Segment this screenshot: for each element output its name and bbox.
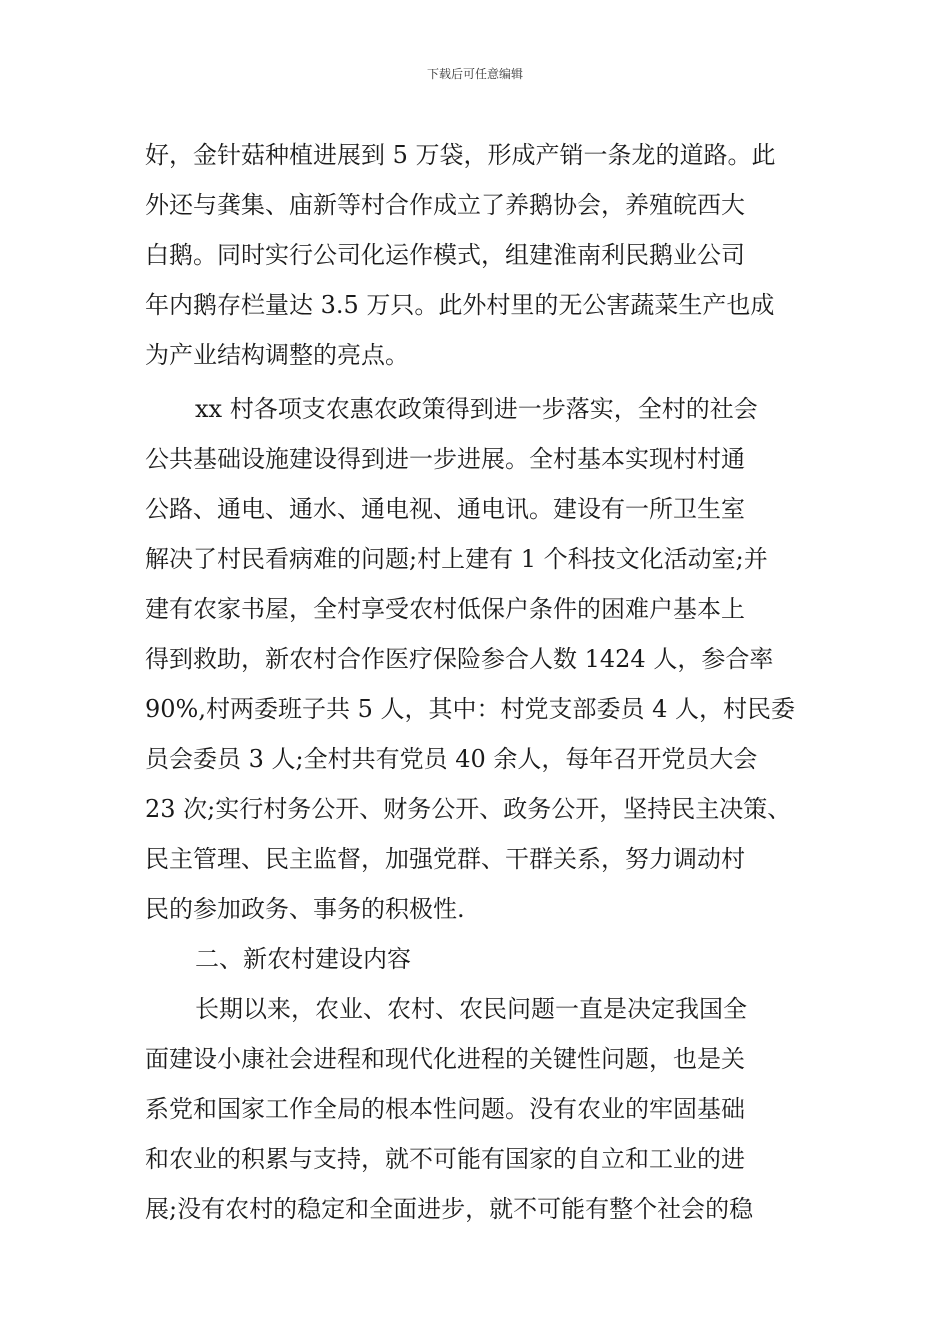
paragraph-2 <box>145 384 835 934</box>
text-line: 员会委员 3 人;全村共有党员 40 余人，每年召开党员大会 <box>145 745 758 773</box>
page-header: 下载后可任意编辑 <box>426 67 523 81</box>
document-body <box>145 130 835 1234</box>
text-line: 建有农家书屋，全村享受农村低保户条件的困难户基本上 <box>145 595 745 623</box>
text-line: 好，金针菇种植进展到 5 万袋，形成产销一条龙的道路。此 <box>145 141 776 169</box>
text-line: 和农业的积累与支持，就不可能有国家的自立和工业的进 <box>145 1145 745 1173</box>
text-line: 民的参加政务、事务的积极性. <box>145 895 465 923</box>
text-line: 为产业结构调整的亮点。 <box>145 341 409 369</box>
text-line: 展;没有农村的稳定和全面进步，就不可能有整个社会的稳 <box>145 1195 754 1223</box>
text-line: 长期以来，农业、农村、农民问题一直是决定我国全 <box>195 995 747 1023</box>
text-line: 公路、通电、通水、通电视、通电讯。建设有一所卫生室 <box>145 495 745 523</box>
text-line: 民主管理、民主监督，加强党群、干群关系，努力调动村 <box>145 845 745 873</box>
text-line: 得到救助，新农村合作医疗保险参合人数 1424 人，参合率 <box>145 645 774 673</box>
text-line: 公共基础设施建设得到进一步进展。全村基本实现村村通 <box>145 445 745 473</box>
text-line: 解决了村民看病难的问题;村上建有 1 个科技文化活动室;并 <box>145 545 768 573</box>
text-line: 年内鹅存栏量达 3.5 万只。此外村里的无公害蔬菜生产也成 <box>145 291 775 319</box>
section-heading-text: 二、新农村建设内容 <box>195 945 411 973</box>
text-line: 白鹅。同时实行公司化运作模式，组建淮南利民鹅业公司 <box>145 241 745 269</box>
text-line: 系党和国家工作全局的根本性问题。没有农业的牢固基础 <box>145 1095 745 1123</box>
text-line: 90%,村两委班子共 5 人，其中：村党支部委员 4 人，村民委 <box>145 695 796 723</box>
paragraph-1 <box>145 130 835 380</box>
text-line: xx 村各项支农惠农政策得到进一步落实，全村的社会 <box>195 395 758 423</box>
text-line: 面建设小康社会进程和现代化进程的关键性问题，也是关 <box>145 1045 745 1073</box>
paragraph-3 <box>145 984 835 1234</box>
text-line: 23 次;实行村务公开、财务公开、政务公开，坚持民主决策、 <box>145 795 792 823</box>
section-heading <box>145 934 835 984</box>
text-line: 外还与龚集、庙新等村合作成立了养鹅协会，养殖皖西大 <box>145 191 745 219</box>
